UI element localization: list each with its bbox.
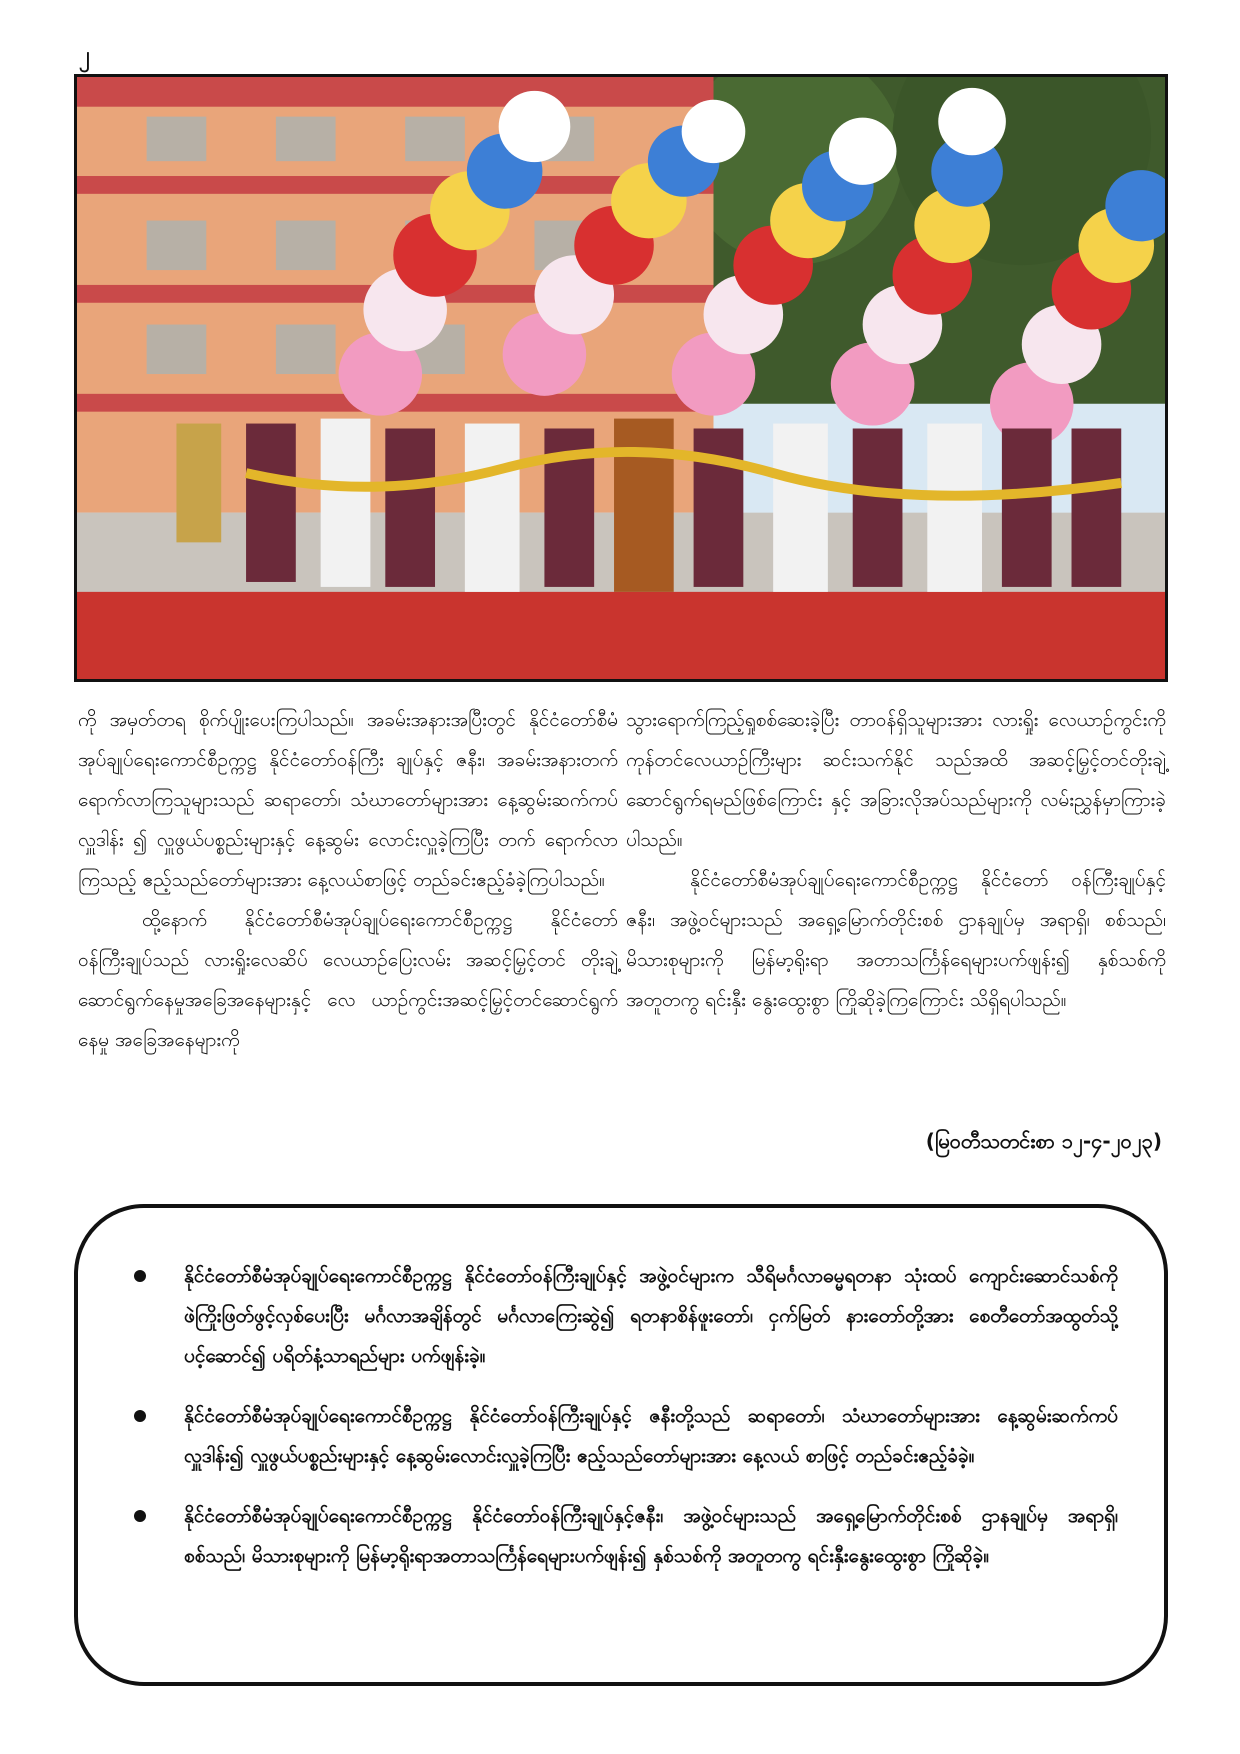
bullet-icon bbox=[134, 1510, 146, 1522]
page-number: ၂ bbox=[79, 43, 90, 68]
article-column-left bbox=[78, 700, 618, 1060]
bullet-icon bbox=[134, 1270, 146, 1282]
ceremony-photo bbox=[74, 74, 1168, 682]
bullet-icon bbox=[134, 1410, 146, 1422]
summary-item-text: နိုင်ငံတော်စီမံအုပ်ချုပ်ရေးကောင်စီဥက္ကဋ္ဌ နိုင်ငံတော်ဝန်ကြီးချုပ်နှင့်ဇနီး၊ အဖွဲ့ဝင်များသည် အရှေ့မြောက်တိုင်းစစ် ဌာနချုပ်မှ အရာရှိ၊ စစ်သည်၊ မိသားစုများကို မြန်မာ့ရိုးရာအတာသင်္ကြန်ရေများပက်ဖျန်း၍ နှစ်သစ်ကို အတူတကွ ရင်းနှီးနွေးထွေးစွာ ကြိုဆိုခဲ့။ bbox=[184, 1505, 1118, 1567]
ribbon-cutting-ceremony-photo bbox=[77, 77, 1165, 679]
summary-item-text: နိုင်ငံတော်စီမံအုပ်ချုပ်ရေးကောင်စီဥက္ကဋ္ဌ နိုင်ငံတော်ဝန်ကြီးချုပ်နှင့် အဖွဲ့ဝင်များက သီရိမင်္ဂလာဓမ္မရတနာ သုံးထပ် ကျောင်းဆောင်သစ်ကို ဖဲကြိုးဖြတ်ဖွင့်လှစ်ပေးပြီး မင်္ဂလာအချိန်တွင် မင်္ဂလာကြေးဆွဲ၍ ရတနာစိန်ဖူးတော်၊ ငှက်မြတ် နားတော်တို့အား စေတီတော်အထွတ်သို့ ပင့်ဆောင်၍ ပရိတ်နံ့သာရည်များ ပက်ဖျန်းခဲ့။ bbox=[184, 1265, 1118, 1367]
summary-list bbox=[130, 1256, 1118, 1576]
news-source: (မြဝတီသတင်းစာ ၁၂-၄-၂၀၂၃) bbox=[925, 1129, 1162, 1153]
article-paragraph: နိုင်ငံတော်စီမံအုပ်ချုပ်ရေးကောင်စီဥက္ကဋ္ဌ နိုင်ငံတော် ဝန်ကြီးချုပ်နှင့် ဇနီး၊ အဖွဲ့ဝင်များသည် အရှေ့မြောက်တိုင်းစစ် ဌာနချုပ်မှ အရာရှိ၊ စစ်သည်၊ မိသားစုများကို မြန်မာ့ရိုးရာ အတာသင်္ကြန်ရေများပက်ဖျန်း၍ နှစ်သစ်ကို အတူတကွ ရင်းနှီး နွေးထွေးစွာ ကြိုဆိုခဲ့ကြကြောင်း သိရှိရပါသည်။ bbox=[626, 869, 1166, 1011]
summary-item-text: နိုင်ငံတော်စီမံအုပ်ချုပ်ရေးကောင်စီဥက္ကဋ္ဌ နိုင်ငံတော်ဝန်ကြီးချုပ်နှင့် ဇနီးတို့သည် ဆရာတော်၊ သံဃာတော်များအား နေ့ဆွမ်းဆက်ကပ်လှူဒါန်း၍ လှူဖွယ်ပစ္စည်းများနှင့် နေ့ဆွမ်းလောင်းလှူခဲ့ကြပြီး ဧည့်သည်တော်များအား နေ့လယ် စာဖြင့် တည်ခင်းဧည့်ခံခဲ့။ bbox=[184, 1405, 1118, 1467]
summary-box bbox=[74, 1204, 1168, 1686]
article-paragraph: ကို အမှတ်တရ စိုက်ပျိုးပေးကြပါသည်။ အခမ်းအနားအပြီးတွင် နိုင်ငံတော်စီမံအုပ်ချုပ်ရေးကောင်စီဥက္ကဋ္ဌ နိုင်ငံတော်ဝန်ကြီး ချုပ်နှင့် ဇနီး၊ အခမ်းအနားတက်ရောက်လာကြသူများသည် ဆရာတော်၊ သံဃာတော်များအား နေ့ဆွမ်းဆက်ကပ်လှူဒါန်း ၍ လှူဖွယ်ပစ္စည်းများနှင့် နေ့ဆွမ်း လောင်းလှူခဲ့ကြပြီး တက် ရောက်လာကြသည့် ဧည့်သည်တော်များအား နေ့လယ်စာဖြင့် တည်ခင်းဧည့်ခံခဲ့ကြပါသည်။ bbox=[78, 709, 618, 891]
summary-item bbox=[130, 1396, 1118, 1476]
summary-item bbox=[130, 1256, 1118, 1376]
summary-item bbox=[130, 1496, 1118, 1576]
article-column-right bbox=[626, 700, 1166, 1020]
article-paragraph: ထို့နောက် နိုင်ငံတော်စီမံအုပ်ချုပ်ရေးကောင်စီဥက္ကဋ္ဌ နိုင်ငံတော်ဝန်ကြီးချုပ်သည် လားရှိုးလေဆိပ် လေယာဉ်ပြေးလမ်း အဆင့်မြှင့်တင် တိုးချဲ့ဆောင်ရွက်နေမှုအခြေအနေများနှင့် လေ ယာဉ်ကွင်းအဆင့်မြှင့်တင်ဆောင်ရွက်နေမှု အခြေအနေများကို bbox=[78, 909, 618, 1051]
article-paragraph: သွားရောက်ကြည့်ရှုစစ်ဆေးခဲ့ပြီး တာဝန်ရှိသူများအား လားရှိုး လေယာဉ်ကွင်းကို ကုန်တင်လေယာဉ်ကြီးများ ဆင်းသက်နိုင် သည်အထိ အဆင့်မြှင့်တင်တိုးချဲ့ဆောင်ရွက်ရမည်ဖြစ်ကြောင်း နှင့် အခြားလိုအပ်သည်များကို လမ်းညွှန်မှာကြားခဲ့ပါသည်။ bbox=[626, 709, 1166, 851]
